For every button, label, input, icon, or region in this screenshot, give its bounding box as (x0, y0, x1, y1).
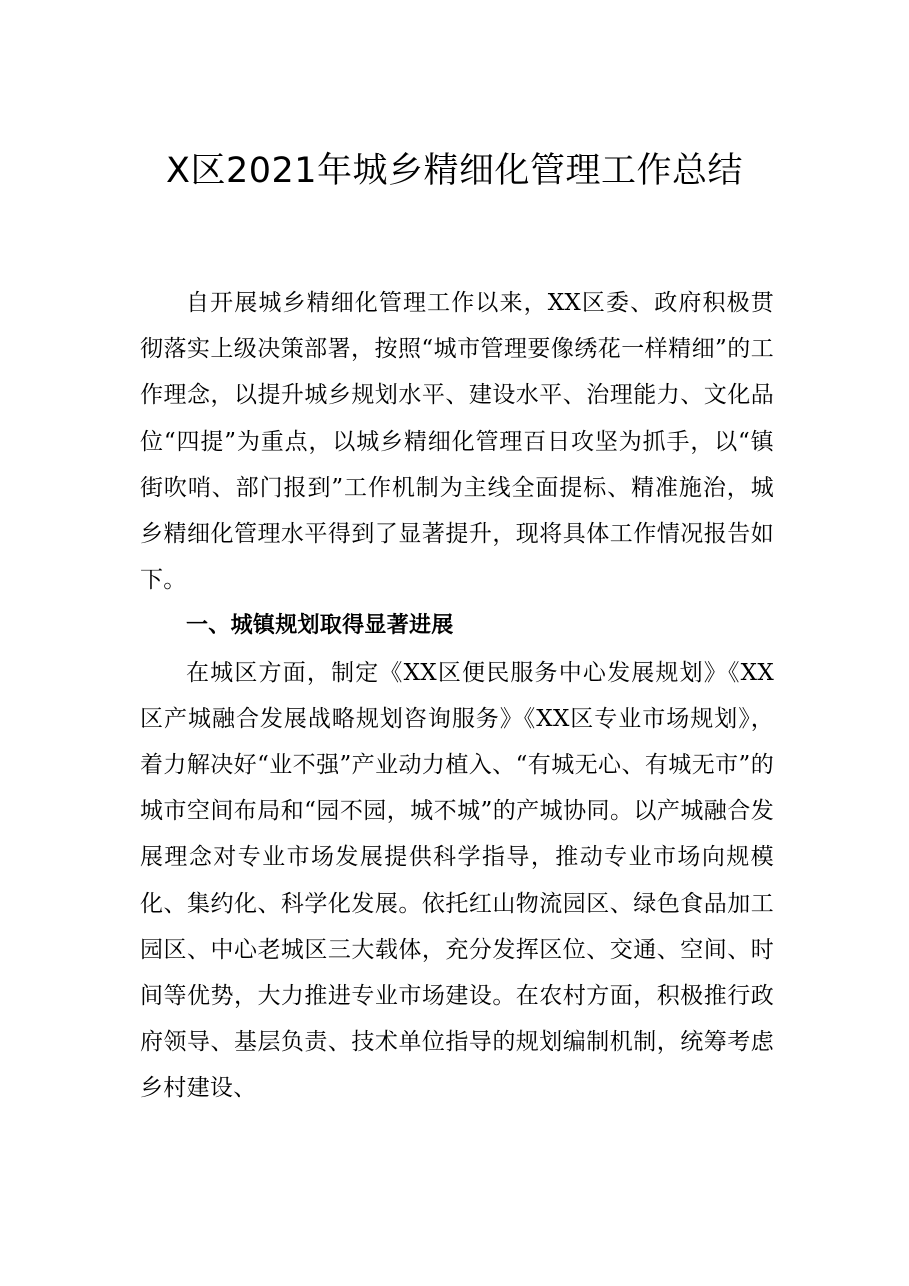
intro-paragraph: 自开展城乡精细化管理工作以来，XX区委、政府积极贯彻落实上级决策部署，按照“城市管理要像绣花一样精细”的工作理念，以提升城乡规划水平、建设水平、治理能力、文化品位“四提”为重点，以城乡精细化管理百日攻坚为抓手，以“镇街吹哨、部门报到”工作机制为主线全面提标、精准施治，城乡精细化管理水平得到了显著提升，现将具体工作情况报告如下。 (140, 290, 774, 594)
section-heading-1: 一、城镇规划取得显著进展 (186, 613, 454, 639)
document-title: X区2021年城乡精细化管理工作总结 (165, 151, 744, 191)
section-1-paragraph: 在城区方面，制定《XX区便民服务中心发展规划》《XX区产城融合发展战略规划咨询服务》《XX区专业市场规划》，着力解决好“业不强”产业动力植入、“有城无心、有城无市”的城市空间布局和“园不园，城不城”的产城协同。以产城融合发展理念对专业市场发展提供科学指导，推动专业市场向规模化、集约化、科学化发展。依托红山物流园区、绿色食品加工园区、中心老城区三大载体，充分发挥区位、交通、空间、时间等优势，大力推进专业市场建设。在农村方面，积极推行政府领导、基层负责、技术单位指导的规划编制机制，统筹考虑乡村建设、 (140, 659, 774, 1102)
document-body (140, 280, 774, 1112)
